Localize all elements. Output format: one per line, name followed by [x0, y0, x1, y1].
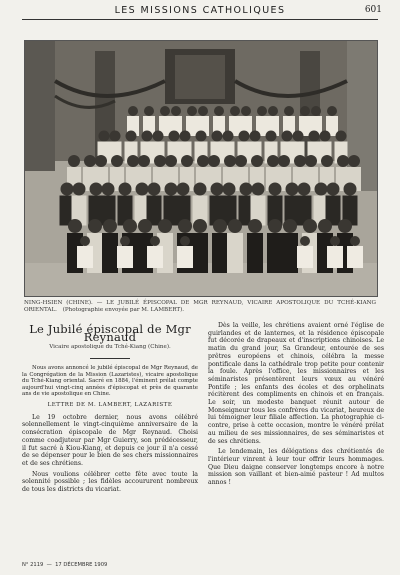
page-header: [0, 5, 400, 19]
right-column-text: Dès la veille, les chrétiens avaient orné l'église de guirlandes et de lanternes, et la résidence épiscopale fut décorée de drapeaux et d'inscriptions chinoises. Le matin du grand jour, Sa Grandeur, entourée de ses prêtres européens et chinois, célébra la messe pontificale dans la cathédrale trop petite pour contenir la foule. Après l'office, les missionnaires et les séminaristes présentèrent leurs vœux au vénéré Pontife ; les enfants des écoles et des orphelinats récitèrent des compliments en chinois et en français. Le soir, un modeste banquet réunit autour de Monseigneur tous les confrères du vicariat, heureux de lui témoigner leur filiale affection. La photographie ci-contre, prise à cette occasion, montre le vénéré prélat au milieu de ses missionnaires, de ses séminaristes et de ses chrétiens.: [208, 322, 384, 445]
photo-caption: [24, 300, 376, 314]
page-number: 601: [364, 5, 382, 15]
article-subtitle: Vicaire apostolique du Tché-Kiang (Chine).: [49, 344, 171, 351]
article-intro: Nous avons annoncé le jubilé épiscopal de Mgr Reynaud, de la Congrégation de la Mission (Lazaristes), vicaire apostolique du Tché-Kiang oriental. Sacré en 1884, l'éminent prélat compte aujourd'hui vingt-cinq années d'épiscopat et près de quarante ans de vie apostolique en Chine.: [22, 365, 198, 398]
left-column: [22, 322, 198, 497]
right-column-text-2: Le lendemain, les délégations des chrétientés de l'intérieur vinrent à leur tour offrir leurs hommages. Que Dieu daigne conserver longtemps encore à notre mission son vaillant et bien-aimé pasteur ! Ad multos annos !: [208, 448, 384, 487]
section-heading: LETTRE DE M. LAMBERT, LAZARISTE: [47, 402, 173, 409]
issue-number: N° 2119: [22, 562, 44, 568]
article-paragraph-2: Nous voulions célébrer cette fête avec toute la solennité possible ; les fidèles accoururent nombreux de tous les districts du vicariat.: [22, 470, 198, 494]
page-footer: N° 2119 — 17 DÉCEMBRE 1909: [22, 562, 108, 568]
article-paragraph-1: Le 19 octobre dernier, nous avons célébré solennellement le vingt-cinquième anniversaire de la consécration épiscopale de Mgr Reynaud. Choisi comme coadjuteur par Mgr Guierry, son prédécesseur, il fut sacré à Kiou-Kiang, et depuis ce jour il n'a cessé de se dépenser pour le bien de ses chers missionnaires et de ses chrétiens.: [22, 413, 198, 467]
right-column: [208, 322, 384, 490]
caption-text: NING-HSIEN (CHINE). — LE JUBILÉ ÉPISCOPAL DE MGR REYNAUD, VICAIRE APOSTOLIQUE DU TCHÉ-KIANG ORIENTAL.: [24, 300, 376, 313]
article-title: Le Jubilé épiscopal de Mgr Reynaud: [29, 322, 191, 344]
header-rule: [22, 19, 378, 20]
caption-credit: (Photographie envoyée par M. LAMBERT).: [62, 307, 185, 313]
title-rule: [90, 358, 130, 359]
running-title: LES MISSIONS CATHOLIQUES: [114, 5, 286, 16]
group-photograph: [24, 40, 378, 297]
issue-date: 17 DÉCEMBRE 1909: [55, 562, 108, 568]
photo-illustration: [25, 41, 377, 296]
